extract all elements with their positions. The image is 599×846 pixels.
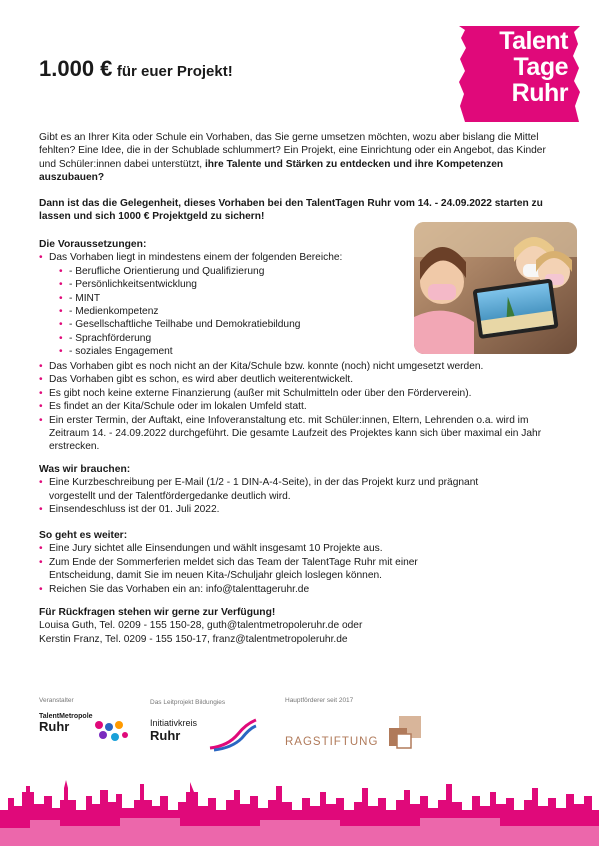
logo-line-1: Talent (499, 27, 568, 55)
logo-line-2: Tage (513, 53, 568, 81)
requirements-section (39, 238, 409, 359)
list-item: • Eine Jury sichtet alle Einsendungen und wählt insgesamt 10 Projekte aus. (39, 542, 479, 555)
title-amount: 1.000 € (39, 56, 113, 81)
needs-section (39, 463, 479, 517)
area-item: • - Berufliche Orientierung und Qualifizierung (59, 265, 409, 278)
next-list (39, 542, 479, 596)
contact-heading: Für Rückfragen stehen wir gerne zur Verfügung! (39, 607, 276, 618)
needs-list (39, 476, 479, 516)
requirements-more (39, 360, 559, 454)
rag-logo-text: RAGSTIFTUNG (285, 736, 379, 748)
list-item: • Reichen Sie das Vorhaben ein an: info@talenttageruhr.de (39, 583, 479, 596)
organizer-label: Veranstalter (39, 697, 74, 704)
tmr-logo-line2: Ruhr (39, 719, 70, 734)
list-item: • Es findet an der Kita/Schule oder im lokalen Umfeld statt. (39, 400, 559, 413)
sponsor-label: Hauptförderer seit 2017 (285, 697, 354, 704)
list-item: • Es gibt noch keine externe Finanzierung (außer mit Schulmitteln oder über den Förderverein). (39, 387, 559, 400)
ir-logo-line2: Ruhr (150, 728, 181, 743)
area-item: • - soziales Engagement (59, 345, 409, 358)
requirements-first-list (39, 251, 409, 358)
tmr-logo-dots (91, 719, 131, 749)
rag-stiftung-logo (285, 714, 425, 758)
logo-line-3: Ruhr (511, 79, 568, 107)
contact-line-1: Louisa Guth, Tel. 0209 - 155 150-28, guth@talentmetropoleruhr.de oder (39, 620, 363, 632)
intro-text: Gibt es an Ihrer Kita oder Schule ein Vorhaben, das Sie gerne umsetzen möchten, wozu aber bislang die Mittel fehlten? Eine Idee, die in der Schublade schlummert? Ein Projekt, eine Einrichtung oder ein Angebot, das Kinder und Schüler:innen dabei unterstützt, (39, 132, 546, 170)
contact-line-2: Kerstin Franz, Tel. 0209 - 155 150-17, franz@talentmetropoleruhr.de (39, 633, 348, 645)
list-item: • Zum Ende der Sommerferien meldet sich das Team der TalentTage Ruhr mit einer Entscheidung, damit Sie im neuen Kita-/Schuljahr gleich loslegen können. (39, 556, 479, 583)
list-item: • Ein erster Termin, der Auftakt, eine Infoveranstaltung etc. mit Schüler:innen, Eltern, Lehrenden o.a. wird im Zeitraum 14. - 24.09.2022 durchgeführt. Die gesamte Laufzeit des Projektes kann sich über maximal ein Jahr erstrecken. (39, 414, 559, 454)
ir-logo-wave (208, 718, 258, 752)
next-section (39, 529, 479, 596)
title-subtitle: für euer Projekt! (116, 63, 233, 80)
rag-logo-squares (387, 714, 423, 754)
list-item (39, 251, 409, 358)
ir-logo-line1: Initiativkreis (150, 718, 198, 728)
initiativkreis-ruhr-logo (150, 718, 260, 758)
area-item: • - Gesellschaftliche Teilhabe und Demokratiebildung (59, 318, 409, 331)
area-item: • - Persönlichkeitsentwicklung (59, 278, 409, 291)
logo-text (499, 26, 568, 106)
tmr-logo-line1: TalentMetropole (39, 713, 93, 720)
list-item: • Das Vorhaben gibt es schon, es wird aber deutlich weiterentwickelt. (39, 373, 559, 386)
callout-paragraph: Dann ist das die Gelegenheit, dieses Vorhaben bei den TalentTagen Ruhr vom 14. - 24.09.2022 starten zu lassen und sich 1000 € Projektgeld zu sichern! (39, 198, 543, 223)
area-item: • - Sprachförderung (59, 332, 409, 345)
intro-paragraph (39, 131, 549, 185)
list-item: • Das Vorhaben gibt es noch nicht an der Kita/Schule bzw. konnte (noch) nicht umgesetzt werden. (39, 360, 559, 373)
requirements-heading: Die Voraussetzungen: (39, 239, 147, 250)
requirements-list (39, 360, 559, 454)
area-item: • - Medienkompetenz (59, 305, 409, 318)
requirements-first-text: Das Vorhaben liegt in mindestens einem der folgenden Bereiche: (49, 252, 343, 264)
page-title (39, 56, 233, 82)
needs-heading: Was wir brauchen: (39, 464, 131, 475)
kids-tablet-photo (414, 222, 577, 354)
city-skyline-decoration (0, 770, 599, 846)
talenttage-ruhr-logo (459, 26, 580, 122)
areas-list (49, 265, 409, 359)
intro-bold: ihre Talente und Stärken zu entdecken und ihre Kompetenzen auszubauen? (39, 158, 504, 184)
list-item: • Einsendeschluss ist der 01. Juli 2022. (39, 503, 479, 516)
next-heading: So geht es weiter: (39, 530, 128, 541)
talentmetropole-ruhr-logo (39, 713, 129, 755)
lead-project-label: Das Leitprojekt Bildungies (150, 699, 226, 706)
area-item: • - MINT (59, 292, 409, 305)
contact-section (39, 606, 539, 646)
list-item: • Eine Kurzbeschreibung per E-Mail (1/2 - 1 DIN-A-4-Seite), in der das Projekt kurz und prägnant vorgestellt und der Talentfördergedanke deutlich wird. (39, 476, 479, 503)
